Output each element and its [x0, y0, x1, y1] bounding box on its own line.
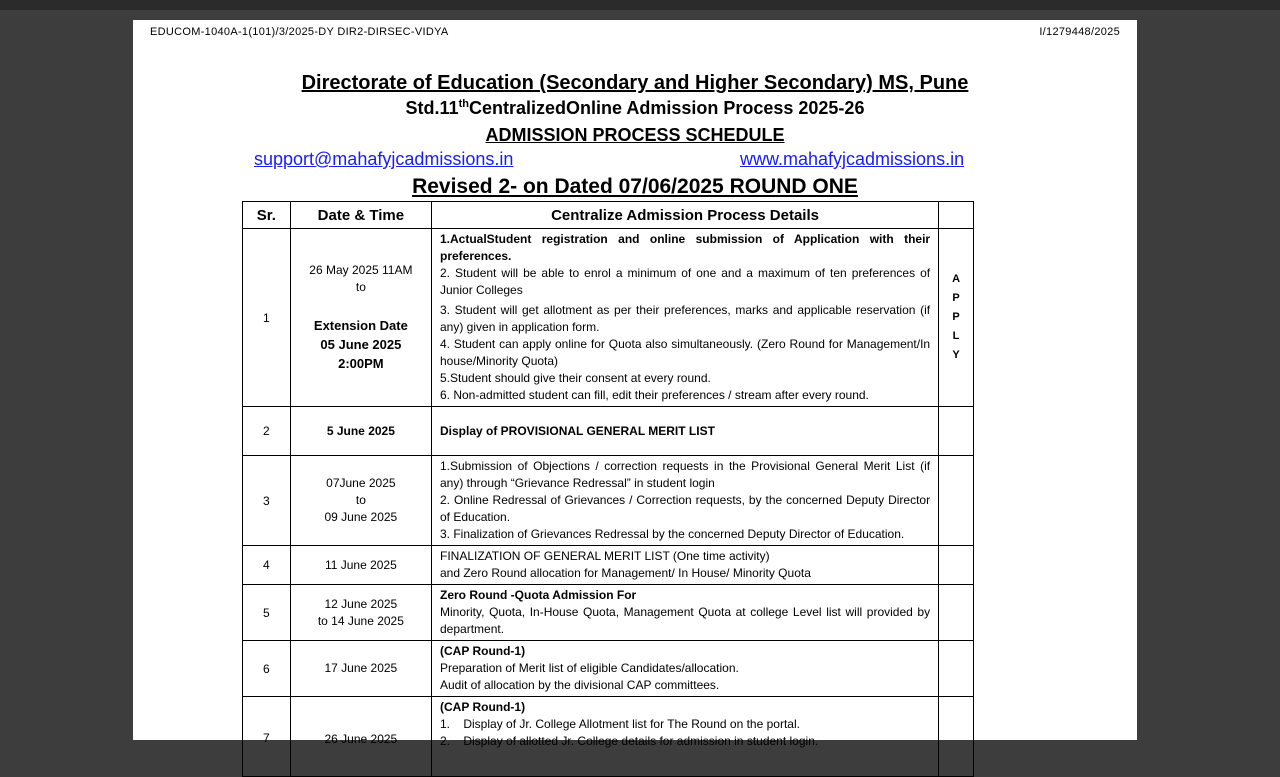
schedule-heading: ADMISSION PROCESS SCHEDULE: [485, 125, 785, 145]
date-line: 09 June 2025: [324, 510, 398, 524]
document-reference-left: EDUCOM-1040A-1(101)/3/2025-DY DIR2-DIRSEC-VIDYA: [150, 26, 449, 38]
date-line: to: [355, 280, 366, 294]
detail-line: 4. Student can apply online for Quota also simultaneously. (Zero Round for Management/In house/Minority Quota): [440, 337, 931, 368]
table-row: [243, 407, 974, 456]
apply-cell: [939, 585, 974, 641]
apply-cell: [939, 641, 974, 697]
row-date: 26 June 2025: [290, 697, 431, 777]
apply-cell: [939, 546, 974, 585]
row-details: [432, 546, 939, 585]
apply-letter: L: [952, 330, 960, 342]
extension-date: 05 June 2025: [320, 337, 402, 352]
row-date: 11 June 2025: [290, 546, 431, 585]
directorate-title: Directorate of Education (Secondary and Higher Secondary) MS, Pune: [301, 72, 969, 94]
header-apply: [939, 202, 974, 229]
table-header-row: [243, 202, 974, 229]
row-sr: 2: [243, 407, 291, 456]
header-details: Centralize Admission Process Details: [432, 202, 939, 229]
table-row: [243, 546, 974, 585]
row-sr: 5: [243, 585, 291, 641]
header-date-time: Date & Time: [290, 202, 431, 229]
row-details: [432, 641, 939, 697]
row-date: [290, 229, 431, 407]
admission-process-title: Std.11thCentralizedOnline Admission Process 2025-26: [405, 98, 865, 118]
date-line: to 14 June 2025: [317, 613, 404, 628]
detail-line: 1.ActualStudent registration and online submission of Application with their preferences.: [440, 232, 931, 263]
detail-line: FINALIZATION OF GENERAL MERIT LIST (One time activity): [440, 549, 770, 563]
schedule-table: [242, 201, 974, 777]
detail-line: 1.Submission of Objections / correction requests in the Provisional General Merit List (if any) through “Grievance Redressal” in student login: [440, 459, 931, 490]
row-sr: 7: [243, 697, 291, 777]
row-details: [432, 456, 939, 546]
apply-cell: [939, 456, 974, 546]
document-reference-right: I/1279448/2025: [1039, 26, 1120, 38]
detail-line: and Zero Round allocation for Management/ In House/ Minority Quota: [440, 566, 811, 580]
detail-line: 3. Finalization of Grievances Redressal by the concerned Deputy Director of Education.: [440, 527, 905, 541]
table-row: [243, 697, 974, 777]
apply-cell: [939, 407, 974, 456]
row-details: Display of PROVISIONAL GENERAL MERIT LIST: [432, 407, 939, 456]
extension-time: 2:00PM: [338, 356, 384, 371]
apply-letter: P: [952, 311, 960, 323]
apply-letter: P: [952, 292, 960, 304]
row-details: [432, 585, 939, 641]
row-sr: 4: [243, 546, 291, 585]
table-row: [243, 641, 974, 697]
viewer-top-bar: [0, 0, 1280, 10]
detail-line: Zero Round -Quota Admission For: [440, 588, 637, 602]
document-page: [133, 20, 1137, 748]
date-line: 07June 2025: [326, 476, 396, 490]
detail-line: (CAP Round-1): [440, 700, 526, 714]
detail-line: 5.Student should give their consent at every round.: [440, 371, 711, 385]
detail-line: 2. Display of allotted Jr. College details for admission in student login.: [440, 734, 819, 748]
extension-label: Extension Date: [313, 318, 408, 333]
detail-line: Audit of allocation by the divisional CAP committees.: [440, 678, 720, 692]
row-details: [432, 229, 939, 407]
row-sr: 6: [243, 641, 291, 697]
detail-line: Preparation of Merit list of eligible Candidates/allocation.: [440, 661, 739, 675]
detail-line: 3. Student will get allotment as per their preferences, marks and applicable reservation (if any) given in application form.: [440, 303, 931, 334]
apply-cell: [939, 229, 974, 407]
row-date: 5 June 2025: [290, 407, 431, 456]
row-date: [290, 585, 431, 641]
date-line: 26 May 2025 11AM: [309, 263, 413, 277]
row-date: 17 June 2025: [290, 641, 431, 697]
detail-line: Minority, Quota, In-House Quota, Management Quota at college Level list will provided by department.: [440, 605, 931, 636]
row-details: [432, 697, 939, 777]
support-email-link[interactable]: support@mahafyjcadmissions.in: [254, 149, 514, 169]
detail-line: 2. Student will be able to enrol a minimum of one and a maximum of ten preferences of Junior Colleges: [440, 266, 931, 297]
revision-heading: Revised 2- on Dated 07/06/2025 ROUND ONE: [412, 175, 858, 198]
detail-line: 2. Online Redressal of Grievances / Correction requests, by the concerned Deputy Director of Education.: [440, 493, 931, 524]
row-sr: 3: [243, 456, 291, 546]
apply-cell: [939, 697, 974, 777]
table-row: [243, 585, 974, 641]
detail-line: 1. Display of Jr. College Allotment list for The Round on the portal.: [440, 717, 800, 731]
website-link[interactable]: www.mahafyjcadmissions.in: [740, 149, 965, 169]
header-sr: Sr.: [243, 202, 291, 229]
table-row: [243, 456, 974, 546]
apply-letter: A: [952, 273, 961, 285]
date-line: 12 June 2025: [324, 596, 398, 611]
apply-letter: Y: [952, 349, 960, 361]
row-date: [290, 456, 431, 546]
detail-line: (CAP Round-1): [440, 644, 526, 658]
detail-line: 6. Non-admitted student can fill, edit their preferences / stream after every round.: [440, 388, 869, 402]
table-row: [243, 229, 974, 407]
row-sr: 1: [243, 229, 291, 407]
date-line: to: [355, 493, 366, 507]
